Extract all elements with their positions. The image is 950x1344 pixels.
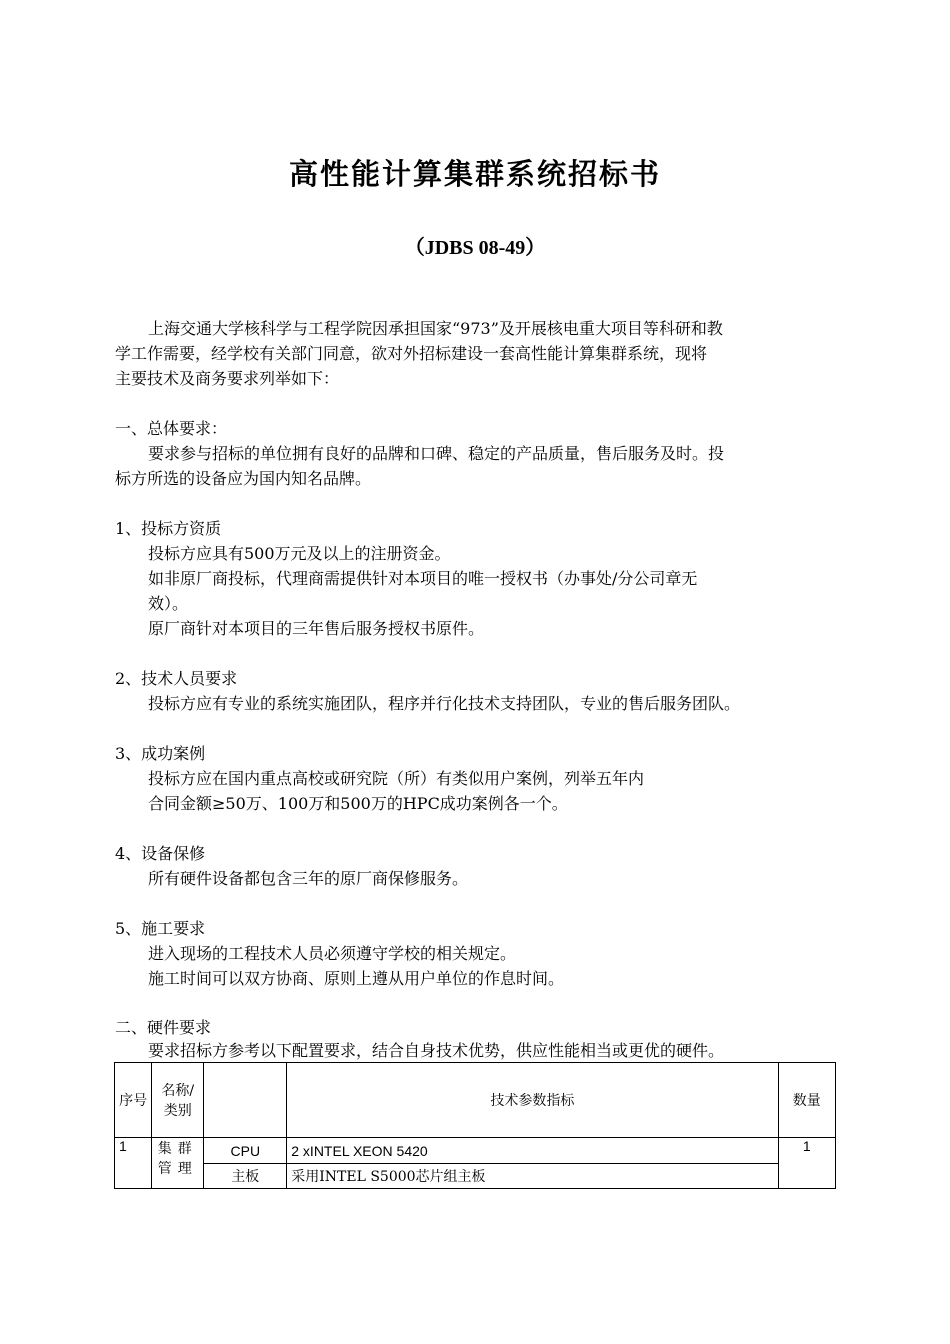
header-no: 序号 — [115, 1063, 152, 1138]
document-title: 高性能计算集群系统招标书 — [288, 157, 661, 191]
section-heading: 一、总体要求： — [115, 419, 228, 438]
paragraph-line: 原厂商针对本项目的三年售后服务授权书原件。 — [148, 619, 485, 638]
header-name: 名称/类别 — [152, 1063, 204, 1138]
intro-line: 学工作需要，经学校有关部门同意，欲对外招标建设一套高性能计算集群系统，现将 — [115, 344, 708, 363]
paragraph-line: 进入现场的工程技术人员必须遵守学校的相关规定。 — [148, 944, 517, 963]
intro-line: 上海交通大学核科学与工程学院因承担国家“973”及开展核电重大项目等科研和教 — [148, 319, 723, 338]
item-heading: 5、施工要求 — [115, 919, 206, 938]
paragraph-line: 要求参与招标的单位拥有良好的品牌和口碑、稳定的产品质量，售后服务及时。投 — [148, 444, 725, 463]
paragraph-line: 合同金额≥50万、100万和500万的HPC成功案例各一个。 — [148, 794, 568, 813]
paragraph-line: 如非原厂商投标，代理商需提供针对本项目的唯一授权书（办事处/分公司章无 — [148, 569, 698, 588]
cell-spec: 2 xINTEL XEON 5420 — [287, 1138, 778, 1164]
cell-qty: 1 — [778, 1138, 835, 1189]
intro-line: 主要技术及商务要求列举如下： — [115, 369, 340, 388]
paragraph-line: 所有硬件设备都包含三年的原厂商保修服务。 — [148, 869, 469, 888]
header-part — [204, 1063, 287, 1138]
paragraph-line: 投标方应在国内重点高校或研究院（所）有类似用户案例，列举五年内 — [148, 769, 645, 788]
document-code: （JDBS 08-49） — [404, 237, 546, 259]
header-qty: 数量 — [778, 1063, 835, 1138]
item-heading: 2、技术人员要求 — [115, 669, 238, 688]
cell-no: 1 — [115, 1138, 152, 1189]
item-heading: 3、成功案例 — [115, 744, 206, 763]
paragraph-line: 要求招标方参考以下配置要求，结合自身技术优势，供应性能相当或更优的硬件。 — [148, 1041, 725, 1060]
paragraph-line: 投标方应有专业的系统实施团队，程序并行化技术支持团队，专业的售后服务团队。 — [148, 694, 741, 713]
table-row — [115, 1164, 836, 1189]
header-spec: 技术参数指标 — [287, 1063, 778, 1138]
hardware-table — [114, 1062, 836, 1189]
table-header-row — [115, 1063, 836, 1138]
cell-part: 主板 — [204, 1164, 287, 1189]
paragraph-line: 效）。 — [148, 594, 189, 613]
cell-part: CPU — [204, 1138, 287, 1164]
item-heading: 4、设备保修 — [115, 844, 206, 863]
item-heading: 1、投标方资质 — [115, 519, 222, 538]
section-heading: 二、硬件要求 — [115, 1018, 212, 1037]
paragraph-line: 施工时间可以双方协商、原则上遵从用户单位的作息时间。 — [148, 969, 565, 988]
paragraph-line: 投标方应具有500万元及以上的注册资金。 — [148, 544, 451, 563]
paragraph-line: 标方所选的设备应为国内知名品牌。 — [115, 469, 372, 488]
cell-name: 集群管理 — [152, 1138, 204, 1189]
cell-spec: 采用INTEL S5000芯片组主板 — [287, 1164, 778, 1189]
table-row — [115, 1138, 836, 1164]
